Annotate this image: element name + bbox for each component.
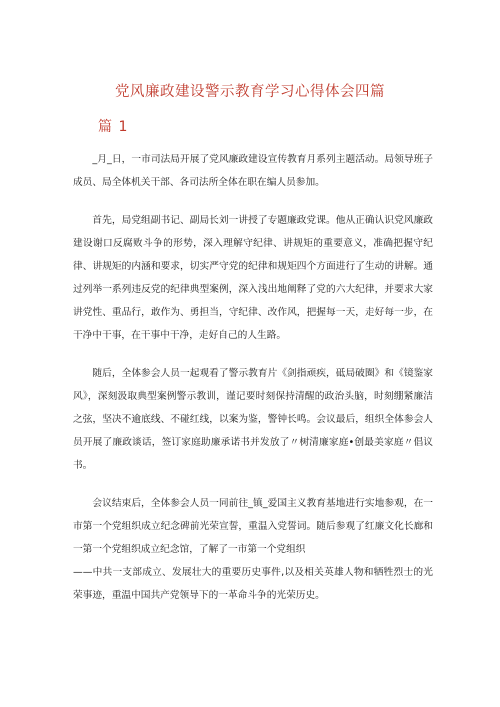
paragraph-5: ——中共一支部成立、发展壮大的重要历史事件,以及相关英雄人物和牺牲烈士的光荣事迹，重温中国共产党领导下的一革命斗争的光荣历史。 xyxy=(73,567,433,601)
document-body xyxy=(73,148,433,622)
paragraph-3: 随后，全体参会人员一起观看了警示教育片《剑指顽疾，砥局破圈》和《镜鉴家风》，深刻汲取典型案例警示教训，谨记要时刻保持清醒的政治头脑，时刻绷紧廉洁之弦，坚决不逾底线、不碰红线，以案为鉴，警钟长鸣。会议最后，组织全体参会人员开展了廉政谈话，签订家庭助廉承诺书并发放了〃树清廉家庭•创最美家庭〃倡议书。 xyxy=(73,368,433,471)
paragraph-4: 会议结束后，全体参会人员一同前往_镇_爱国主义教育基地进行实地参观，在一市第一个党组织成立纪念碑前光荣宣誓，重温入党誓词。随后参观了红廉文化长廊和一第一个党组织成立纪念馆，了解了一市第一个党组织 xyxy=(73,498,433,555)
document-title: 党风廉政建设警示教育学习心得体会四篇 xyxy=(115,84,385,100)
section-heading: 篇 1 xyxy=(98,119,129,135)
paragraph-2: 首先，局党组副书记、副局长刘一讲授了专题廉政党课。他从正确认识党风廉政建设谢口反腐败斗争的形势，深入理解守纪律、讲规矩的重要意义，准确把握守纪律、讲规矩的内涵和要求，切实严守党的纪律和规矩四个方面进行了生动的讲解。通过列举一系列违反党的纪律典型案例，深入浅出地阐释了党的六大纪律，并要求大家讲党性、重品行，敢作为、勇担当，守纪律、改作风，把握每一天，走好每一步，在干净中干事，在干事中干净，走好自己的人生路。 xyxy=(73,215,433,341)
paragraph-1: _月_日，一市司法局开展了党风廉政建设宣传教育月系列主题活动。局领导班子成员、局全体机关干部、各司法所全体在职在编人员参加。 xyxy=(73,154,433,188)
